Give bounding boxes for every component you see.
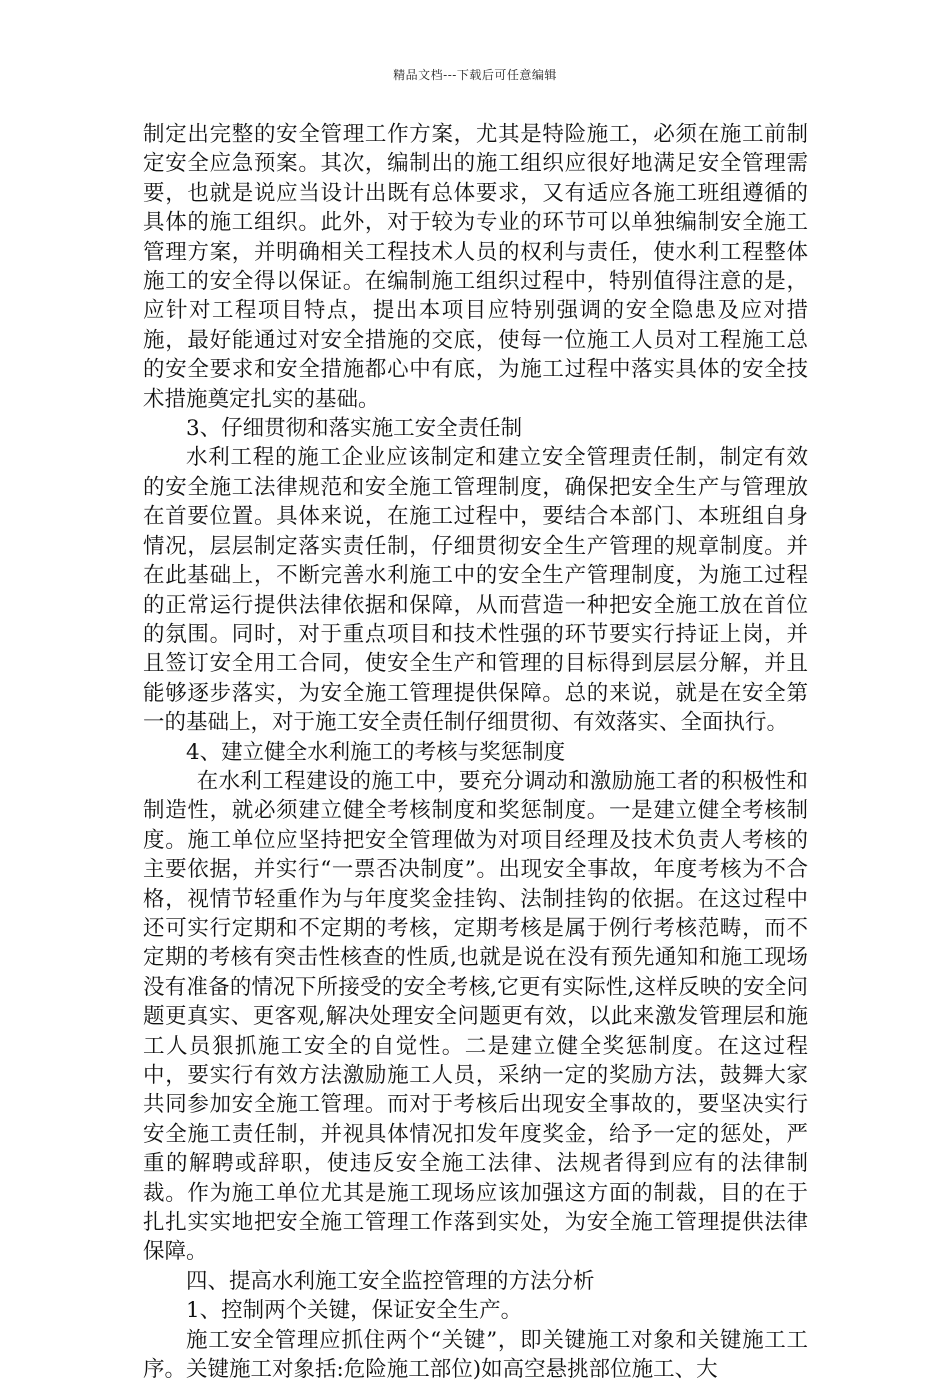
paragraph-assessment: 在水利工程建设的施工中，要充分调动和激励施工者的积极性和制造性，就必须建立健全考核制度和奖惩制度。一是建立健全考核制度。施工单位应坚持把安全管理做为对项目经理及技术负责人考核的主要依据，并实行“一票否决制度”。出现安全事故，年度考核为不合格，视情节轻重作为与年度奖金挂钩、法制挂钩的依据。在这过程中还可实行定期和不定期的考核，定期考核是属于例行考核范畴，而不定期的考核有突击性核查的性质,也就是说在没有预先通知和施工现场没有准备的情况下所接受的安全考核,它更有实际性,这样反映的安全问题更真实、更客观,解决处理安全问题更有效，以此来激发管理层和施工人员狠抓施工安全的自觉性。二是建立健全奖惩制度。在这过程中，要实行有效方法激励施工人员，采纳一定的奖励方法，鼓舞大家共同参加安全施工管理。而对于考核后出现安全事故的，要坚决实行安全施工责任制，并视具体情况扣发年度奖金，给予一定的惩处，严重的解聘或辞职，使违反安全施工法律、法规者得到应有的法律制裁。作为施工单位尤其是施工现场应该加强这方面的制裁，目的在于扎扎实实地把安全施工管理工作落到实处，为安全施工管理提供法律保障。	[143, 768, 808, 1265]
paragraph-key-control: 施工安全管理应抓住两个“关键”，即关键施工对象和关键施工工序。关键施工对象括:危险施工部位)如高空悬挑部位施工、大	[143, 1327, 808, 1383]
page-header: 精品文档---下载后可任意编辑	[393, 68, 557, 82]
section-heading-3: 3、仔细贯彻和落实施工安全责任制	[186, 416, 523, 442]
section-heading-4: 4、建立健全水利施工的考核与奖惩制度	[186, 739, 566, 765]
chapter-heading-4: 四、提高水利施工安全监控管理的方法分析	[186, 1268, 595, 1294]
paragraph-continuation: 制定出完整的安全管理工作方案，尤其是特险施工，必须在施工前制定安全应急预案。其次，编制出的施工组织应很好地满足安全管理需要，也就是说应当设计出既有总体要求，又有适应各施工班组遵循的具体的施工组织。此外，对于较为专业的环节可以单独编制安全施工管理方案，并明确相关工程技术人员的权利与责任，使水利工程整体施工的安全得以保证。在编制施工组织过程中，特别值得注意的是，应针对工程项目特点，提出本项目应特别强调的安全隐患及应对措施，最好能通过对安全措施的交底，使每一位施工人员对工程施工总的安全要求和安全措施都心中有底，为施工过程中落实具体的安全技术措施奠定扎实的基础。	[143, 122, 808, 412]
document-body	[143, 120, 808, 1384]
paragraph-responsibility: 水利工程的施工企业应该制定和建立安全管理责任制，制定有效的安全施工法律规范和安全施工管理制度，确保把安全生产与管理放在首要位置。具体来说，在施工过程中，要结合本部门、本班组自身情况，层层制定落实责任制，仔细贯彻安全生产管理的规章制度。并在此基础上，不断完善水利施工中的安全生产管理制度，为施工过程的正常运行提供法律依据和保障，从而营造一种把安全施工放在首位的氛围。同时，对于重点项目和技术性强的环节要实行持证上岗，并且签订安全用工合同，使安全生产和管理的目标得到层层分解，并且能够逐步落实，为安全施工管理提供保障。总的来说，就是在安全第一的基础上，对于施工安全责任制仔细贯彻、有效落实、全面执行。	[143, 445, 808, 736]
section-heading-1: 1、控制两个关键，保证安全生产。	[186, 1298, 523, 1324]
